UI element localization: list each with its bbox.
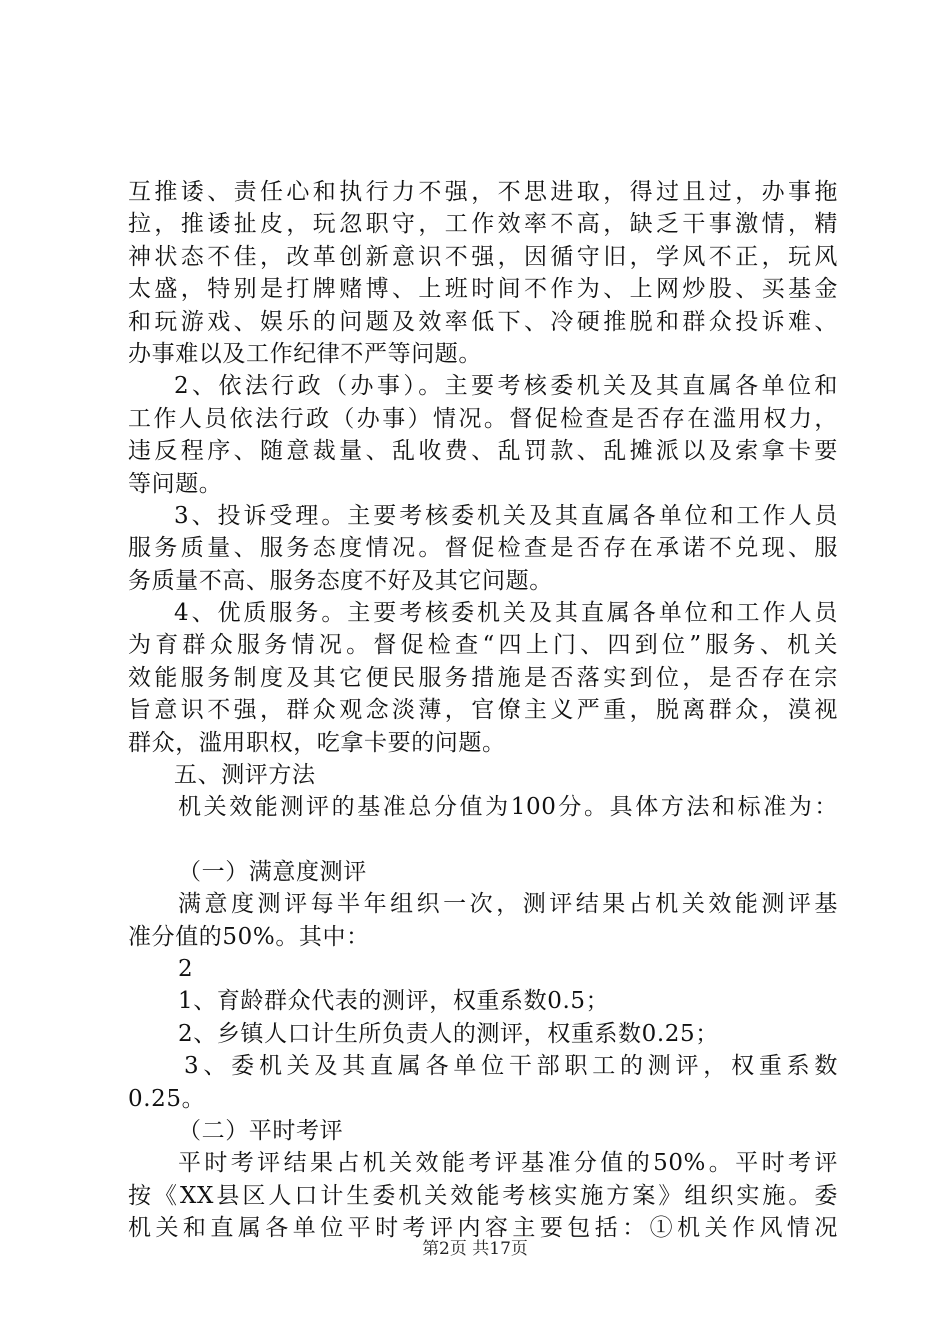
blank-line [128,824,838,856]
text-line: 办事难以及工作纪律不严等问题。 [128,340,482,367]
page-footer: 第2页 共17页 [422,1239,528,1259]
text-line: 机关和直属各单位平时考评内容主要包括：①机关作风情况 [128,1215,838,1242]
text-line: 2、依法行政（办事）。主要考核委机关及其直属各单位和 [174,373,838,400]
text-line: 互推诿、责任心和执行力不强，不思进取，得过且过，办事拖 [128,179,838,205]
text-line: 服务质量、服务态度情况。督促检查是否存在承诺不兑现、服 [128,535,838,562]
text-line: 旨意识不强，群众观念淡薄，官僚主义严重，脱离群众，漠视 [128,697,838,724]
text-line: 群众，滥用职权，吃拿卡要的问题。 [128,729,506,756]
text-line: 平时考评结果占机关效能考评基准分值的50%。平时考评 [178,1150,838,1177]
text-line: 神状态不佳，改革创新意识不强，因循守旧，学风不正，玩风 [128,243,838,270]
text-line: 务质量不高、服务态度不好及其它问题。 [128,567,553,594]
text-line: 拉，推诿扯皮，玩忽职守，工作效率不高，缺乏干事激情，精 [128,211,838,238]
text-line: 3、投诉受理。主要考核委机关及其直属各单位和工作人员 [174,502,838,529]
text-line: 4、优质服务。主要考核委机关及其直属各单位和工作人员 [174,600,838,627]
text-line: 违反程序、随意裁量、乱收费、乱罚款、乱摊派以及索拿卡要 [128,438,838,465]
text-line: 0.25。 [128,1085,206,1112]
text-line: 2 [178,955,194,982]
text-line: 效能服务制度及其它便民服务措施是否落实到位，是否存在宗 [128,664,838,691]
text-line: 满意度测评每半年组织一次，测评结果占机关效能测评基 [178,891,838,918]
text-line: 3、委机关及其直属各单位干部职工的测评，权重系数 [184,1053,838,1080]
text-line: 和玩游戏、娱乐的问题及效率低下、冷硬推脱和群众投诉难、 [128,308,838,335]
document-body [128,176,838,1245]
text-line: 等问题。 [128,470,223,497]
text-line: （二）平时考评 [178,1117,344,1144]
text-line: 按《XX县区人口计生委机关效能考核实施方案》组织实施。委 [128,1182,838,1209]
text-line: 2、乡镇人口计生所负责人的测评，权重系数0.25； [178,1020,719,1047]
text-line: 太盛，特别是打牌赌博、上班时间不作为、上网炒股、买基金 [128,276,838,303]
text-line: 工作人员依法行政（办事）情况。督促检查是否存在滥用权力， [128,405,838,432]
text-line: 1、育龄群众代表的测评，权重系数0.5； [178,988,610,1015]
text-line: （一）满意度测评 [178,858,367,885]
text-line: 机关效能测评的基准总分值为100分。具体方法和标准为： [178,794,838,821]
text-line: 准分值的50%。其中： [128,923,370,950]
text-line: 为育群众服务情况。督促检查“四上门、四到位”服务、机关 [128,632,838,659]
text-line: 五、测评方法 [174,762,316,789]
